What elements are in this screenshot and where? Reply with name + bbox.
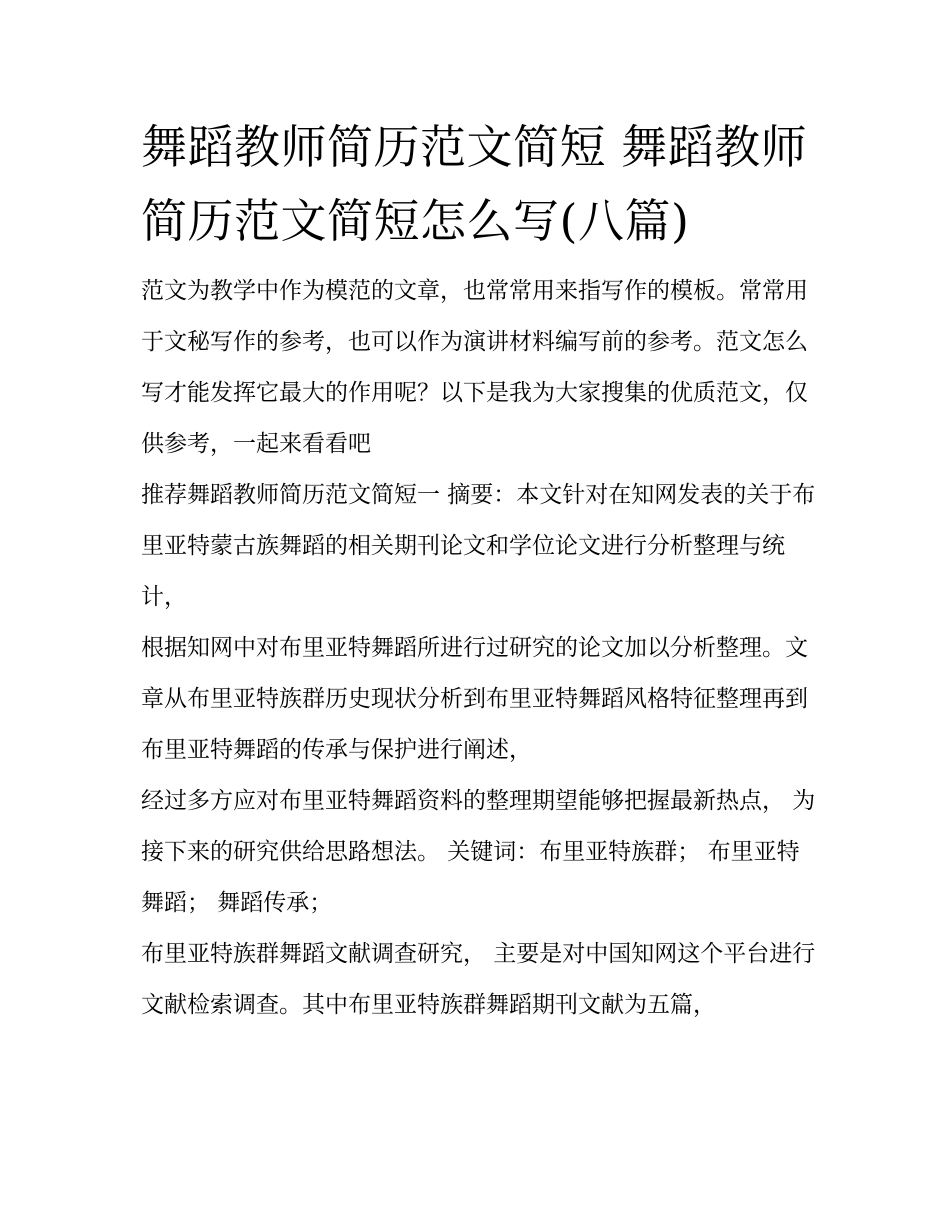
paragraph-analysis: 根据知网中对布里亚特舞蹈所进行过研究的论文加以分析整理。文章从布里亚特族群历史现状分析到布里亚特舞蹈风格特征整理再到布里亚特舞蹈的传承与保护进行阐述， xyxy=(141,635,808,763)
paragraph-survey: 布里亚特族群舞蹈文献调查研究， 主要是对中国知网这个平台进行文献检索调查。其中布里亚特族群舞蹈期刊文献为五篇， xyxy=(141,941,816,1018)
document-title: 舞蹈教师简历范文简短 舞蹈教师简历范文简短怎么写(八篇) xyxy=(141,120,808,248)
document-body xyxy=(141,110,821,1031)
paragraph-keywords: 经过多方应对布里亚特舞蹈资料的整理期望能够把握最新热点， 为接下来的研究供给思路想法。 关键词：布里亚特族群； 布里亚特舞蹈； 舞蹈传承； xyxy=(141,788,816,916)
paragraph-abstract: 推荐舞蹈教师简历范文简短一 摘要：本文针对在知网发表的关于布里亚特蒙古族舞蹈的相关期刊论文和学位论文进行分析整理与统计， xyxy=(141,482,816,610)
paragraph-intro: 范文为教学中作为模范的文章，也常常用来指写作的模板。常常用于文秘写作的参考，也可以作为演讲材料编写前的参考。范文怎么写才能发挥它最大的作用呢？以下是我为大家搜集的优质范文，仅供参考，一起来看看吧 xyxy=(141,278,808,457)
